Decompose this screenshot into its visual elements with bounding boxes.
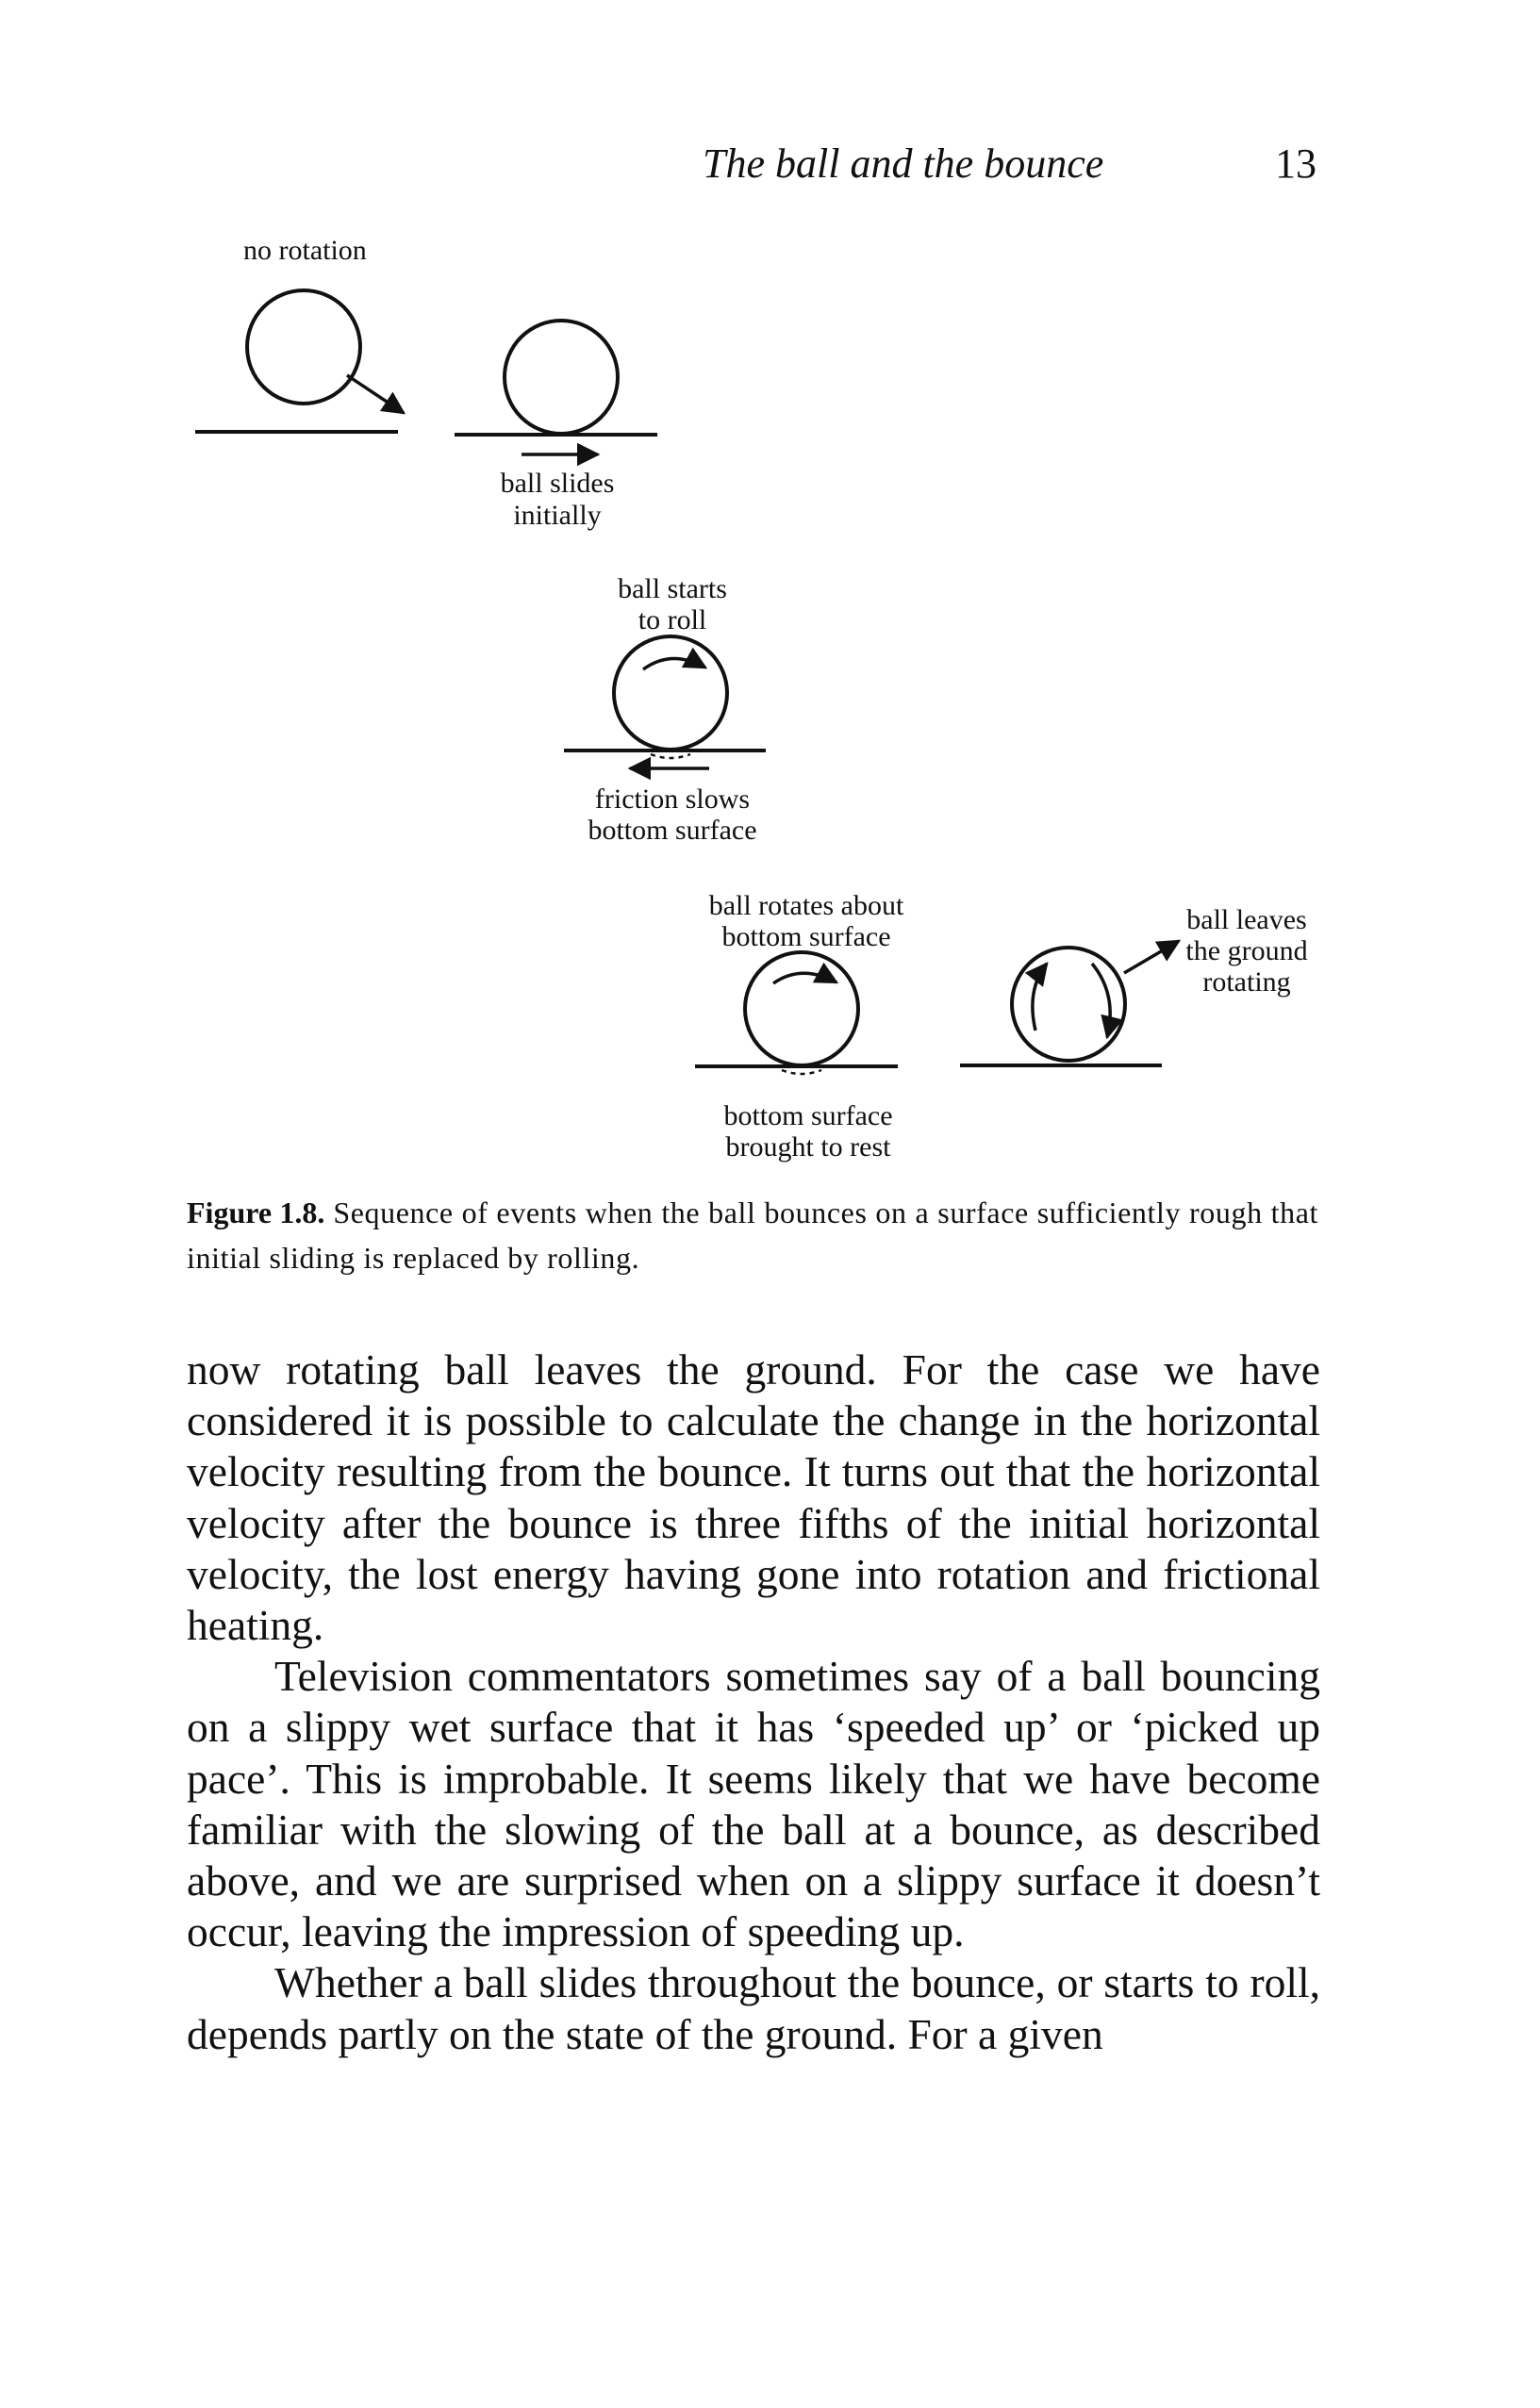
label-ball-starts-1: ball starts (618, 573, 727, 604)
label-rotates-2: bottom surface (721, 921, 891, 952)
label-leaves-3: rotating (1202, 966, 1291, 998)
ball-stage-2 (505, 321, 618, 434)
spin-arrow-stage-3 (643, 658, 705, 669)
label-rest-1: bottom surface (723, 1100, 893, 1131)
label-friction-2: bottom surface (588, 815, 757, 846)
label-leaves-2: the ground (1185, 935, 1308, 966)
paragraph: now rotating ball leaves the ground. For the case we have considered it is possible to calculate the change in the horizontal velocity resulting from the bounce. It turns out that the horizontal velocity after the bounce is three fifths of the initial horizontal velocity, the lost energy having gone into rotation and frictional heating. (187, 1345, 1320, 1650)
leaves-arrow (1124, 941, 1179, 973)
running-title: The ball and the bounce (703, 140, 1104, 187)
ball-stage-3 (614, 636, 727, 750)
paragraph: Television commentators sometimes say of a ball bouncing on a slippy wet surface that it has ‘speeded up’ or ‘picked up pace’. This is improbable. It seems likely that we have become familiar with the slowing of the ball at a bounce, as described above, and we are surprised when on a slippy surface it doesn’t occur, leaving the impression of speeding up. (187, 1652, 1320, 1956)
ball-stage-1 (247, 290, 360, 404)
label-ball-slides-2: initially (513, 500, 602, 531)
spin-arrow-left (1033, 964, 1047, 1031)
caption-text: Sequence of events when the ball bounces on a surface sufficiently rough that initial sliding is replaced by rolling. (187, 1196, 1318, 1275)
spin-arrow-right (1092, 964, 1110, 1037)
contact-patch-stage-3 (651, 754, 690, 758)
incoming-arrow (347, 375, 404, 413)
body-text (187, 1344, 1320, 2060)
spin-arrow-stage-4 (773, 973, 836, 983)
figure-1-8 (0, 0, 1540, 1188)
label-rest-2: brought to rest (725, 1131, 891, 1163)
label-leaves-1: ball leaves (1186, 904, 1307, 935)
figure-caption (187, 1190, 1318, 1280)
contact-patch-stage-4 (782, 1070, 821, 1074)
label-rotates-1: ball rotates about (708, 890, 904, 921)
page-number: 13 (1275, 140, 1316, 187)
paragraph: Whether a ball slides throughout the bounce, or starts to roll, depends partly on the state of the ground. For a given (187, 1958, 1320, 2058)
label-no-rotation: no rotation (243, 235, 367, 266)
ball-stage-4 (745, 952, 858, 1065)
caption-label: Figure 1.8. (187, 1196, 325, 1229)
label-ball-slides-1: ball slides (500, 468, 615, 499)
label-friction-1: friction slows (594, 783, 751, 815)
label-ball-starts-2: to roll (638, 604, 707, 635)
